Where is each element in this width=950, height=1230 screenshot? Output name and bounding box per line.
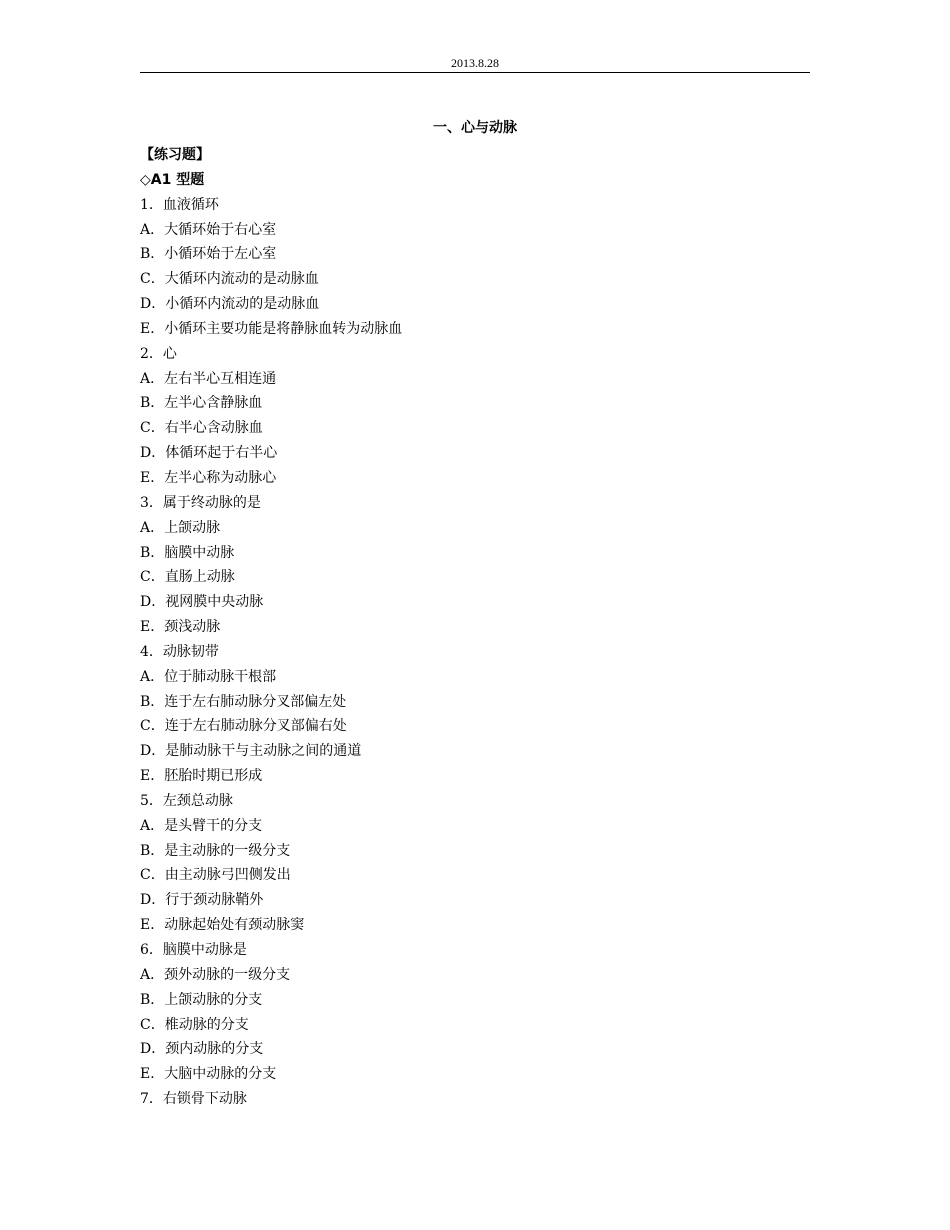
answer-option: E．大脑中动脉的分支 (140, 1066, 277, 1083)
page-header-date: 2013.8.28 (451, 56, 499, 70)
answer-option: E．颈浅动脉 (140, 619, 221, 636)
question-content (140, 143, 810, 1112)
answer-option: D．小循环内流动的是动脉血 (140, 296, 320, 313)
header-divider (140, 72, 810, 73)
answer-option: C．椎动脉的分支 (140, 1016, 249, 1033)
answer-option: D．是肺动脉干与主动脉之间的通道 (140, 743, 362, 760)
question-stem: 1．血液循环 (140, 196, 219, 213)
answer-option: C．右半心含动脉血 (140, 420, 263, 437)
question-stem: 7．右锁骨下动脉 (140, 1091, 247, 1108)
answer-option: B．左半心含静脉血 (140, 395, 263, 412)
answer-option: D．行于颈动脉鞘外 (140, 892, 264, 909)
question-stem: 2．心 (140, 345, 177, 362)
question-stem: 6．脑膜中动脉是 (140, 942, 247, 958)
answer-option: A．位于肺动脉干根部 (140, 668, 277, 685)
answer-option: D．体循环起于右半心 (140, 445, 278, 462)
answer-option: E．胚胎时期已形成 (140, 768, 263, 785)
answer-option: A．是头臂干的分支 (140, 817, 263, 834)
answer-option: E．小循环主要功能是将静脉血转为动脉血 (140, 320, 403, 337)
answer-option: A．上颌动脉 (140, 519, 221, 536)
section-title: 一、心与动脉 (433, 120, 517, 136)
answer-option: E．左半心称为动脉心 (140, 469, 277, 486)
question-stem: 5．左颈总动脉 (140, 792, 233, 809)
answer-option: C．大循环内流动的是动脉血 (140, 271, 319, 288)
question-stem: 3．属于终动脉的是 (140, 494, 261, 511)
practice-heading: 【练习题】 (140, 147, 210, 163)
answer-option: B．上颌动脉的分支 (140, 991, 263, 1008)
answer-option: B．脑膜中动脉 (140, 544, 235, 561)
answer-option: B．是主动脉的一级分支 (140, 842, 291, 859)
answer-option: A．颈外动脉的一级分支 (140, 966, 291, 983)
answer-option: E．动脉起始处有颈动脉窦 (140, 917, 305, 934)
answer-option: C．连于左右肺动脉分叉部偏右处 (140, 718, 347, 735)
answer-option: D．视网膜中央动脉 (140, 594, 264, 611)
answer-option: B．小循环始于左心室 (140, 246, 277, 263)
answer-option: D．颈内动脉的分支 (140, 1041, 264, 1058)
answer-option: B．连于左右肺动脉分叉部偏左处 (140, 693, 347, 710)
answer-option: A．大循环始于右心室 (140, 221, 277, 238)
answer-option: C．直肠上动脉 (140, 569, 235, 586)
answer-option: C．由主动脉弓凹侧发出 (140, 867, 291, 884)
answer-option: A．左右半心互相连通 (140, 370, 277, 387)
question-type-heading: ◇A1 型题 (140, 171, 205, 188)
question-stem: 4．动脉韧带 (140, 643, 219, 660)
